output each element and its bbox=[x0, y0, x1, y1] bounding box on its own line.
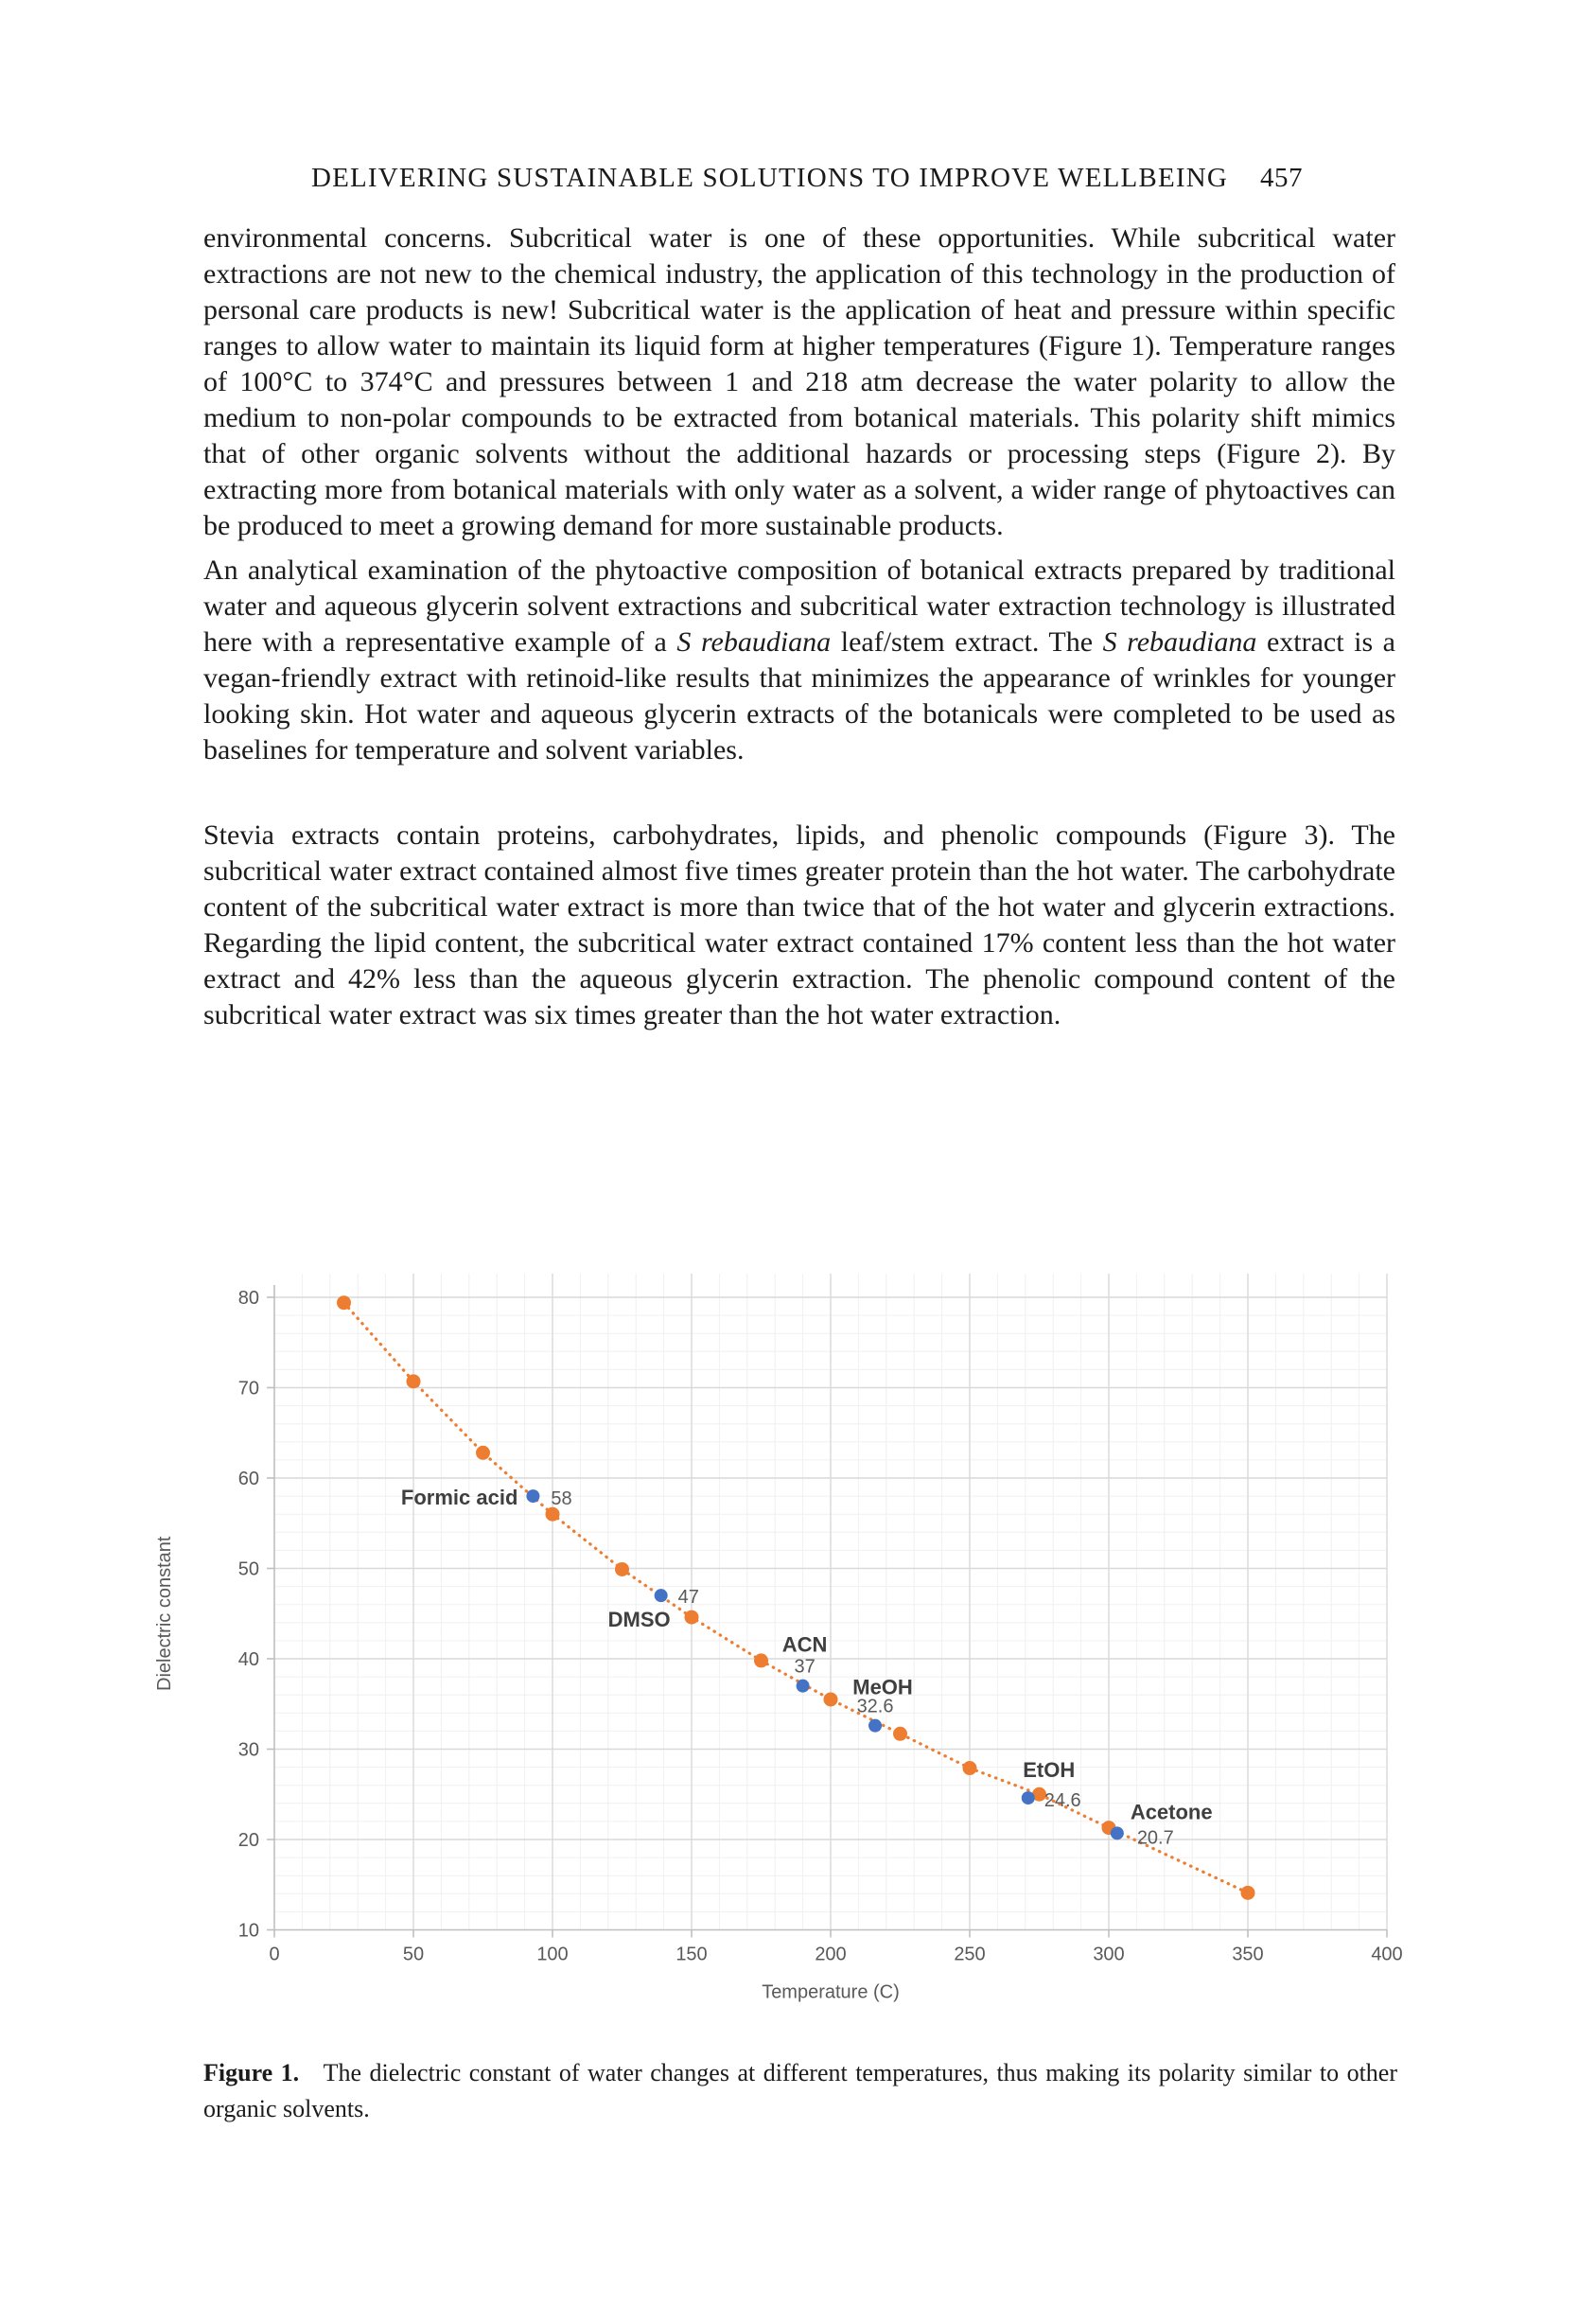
page-number: 457 bbox=[1260, 163, 1304, 193]
x-tick-label: 200 bbox=[815, 1944, 847, 1965]
x-tick-label: 400 bbox=[1371, 1944, 1403, 1965]
water-point bbox=[963, 1761, 977, 1775]
x-tick-label: 150 bbox=[675, 1944, 708, 1965]
paragraph: environmental concerns. Subcritical water is one of these opportunities. While subcritical water extractions are not new to the chemical industry, the application of this technology in the production of personal care products is new! Subcritical water is the application of heat and pressure within specific ranges to allow water to maintain its liquid form at higher temperatures (Figure 1). Temperature ranges of 100°C to 374°C and pressures between 1 and 218 atm decrease the water polarity to allow the medium to non-polar compounds to be extracted from botanical materials. This polarity shift mimics that of other organic solvents without the additional hazards or processing steps (Figure 2). By extracting more from botanical materials with only water as a solvent, a wider range of phytoactives can be produced to meet a growing demand for more sustainable products. bbox=[203, 222, 1395, 541]
water-point bbox=[615, 1562, 629, 1576]
water-point bbox=[337, 1295, 351, 1310]
caption-label: Figure 1. bbox=[203, 2059, 300, 2086]
paragraph: An analytical examination of the phytoactive composition of botanical extracts prepared by traditional water and aqueous glycerin solvent extractions and subcritical water extraction technology is illustrated here with a representative example of a S rebaudiana leaf/stem extract. The S rebaudiana extract is a vegan-friendly extract with retinoid-like results that minimizes the appearance of wrinkles for younger looking skin. Hot water and aqueous glycerin extracts of the botanicals were completed to be used as baselines for temperature and solvent variables. bbox=[203, 554, 1395, 766]
x-axis-title: Temperature (C) bbox=[762, 1981, 900, 2003]
y-tick-label: 80 bbox=[237, 1288, 259, 1309]
water-point bbox=[476, 1446, 490, 1460]
x-tick-label: 100 bbox=[536, 1944, 569, 1965]
water-point bbox=[893, 1727, 907, 1741]
figure-caption bbox=[203, 2055, 1397, 2127]
solvent-label: Formic acid bbox=[400, 1486, 518, 1510]
water-point bbox=[754, 1653, 768, 1667]
solvent-label: DMSO bbox=[607, 1608, 671, 1632]
solvent-value-label: 47 bbox=[677, 1587, 699, 1609]
paragraph: Stevia extracts contain proteins, carbohydrates, lipids, and phenolic compounds (Figure 3). The subcritical water extract contained almost five times greater protein than the hot water. The carbohydrate content of the subcritical water extract is more than twice that of the hot water and glycerin extractions. Regarding the lipid content, the subcritical water extract contained 17% content less than the hot water extract and 42% less than the aqueous glycerin extraction. The phenolic compound content of the subcritical water extract was six times greater than the hot water extraction. bbox=[203, 819, 1395, 1030]
solvent-value-label: 24.6 bbox=[1044, 1790, 1081, 1812]
y-tick-label: 50 bbox=[237, 1558, 259, 1580]
solvent-point-etoh bbox=[1022, 1791, 1035, 1804]
y-tick-label: 60 bbox=[237, 1469, 259, 1489]
solvent-label: MeOH bbox=[852, 1675, 913, 1699]
y-tick-label: 10 bbox=[237, 1920, 259, 1942]
solvent-label: ACN bbox=[781, 1632, 828, 1657]
y-tick-label: 30 bbox=[237, 1739, 259, 1761]
x-tick-label: 350 bbox=[1232, 1944, 1264, 1965]
body-text bbox=[203, 220, 1395, 1042]
water-point bbox=[685, 1611, 699, 1625]
water-point bbox=[824, 1692, 838, 1706]
y-tick-label: 40 bbox=[237, 1649, 259, 1670]
solvent-point-acetone bbox=[1111, 1826, 1124, 1840]
water-point bbox=[407, 1374, 421, 1388]
caption-text: The dielectric constant of water changes at different temperatures, thus making its polarity similar to other organic solvents. bbox=[203, 2059, 1397, 2122]
figure-1-chart bbox=[142, 1233, 1410, 2047]
y-axis-title: Dielectric constant bbox=[154, 1536, 175, 1691]
solvent-point-dmso bbox=[655, 1589, 668, 1602]
solvent-value-label: 58 bbox=[551, 1488, 572, 1510]
y-tick-label: 70 bbox=[237, 1378, 259, 1399]
dielectric-constant-chart bbox=[142, 1233, 1410, 2047]
running-head-title: DELIVERING SUSTAINABLE SOLUTIONS TO IMPROVE WELLBEING bbox=[310, 163, 1229, 193]
running-head bbox=[202, 163, 1412, 194]
x-tick-label: 300 bbox=[1093, 1944, 1125, 1965]
x-tick-label: 50 bbox=[402, 1944, 425, 1965]
solvent-value-label: 32.6 bbox=[856, 1696, 894, 1717]
y-tick-label: 20 bbox=[237, 1830, 259, 1851]
solvent-value-label: 20.7 bbox=[1136, 1827, 1174, 1849]
solvent-point-acn bbox=[797, 1680, 810, 1693]
solvent-value-label: 37 bbox=[794, 1656, 816, 1678]
x-tick-label: 250 bbox=[954, 1944, 986, 1965]
x-tick-label: 0 bbox=[269, 1944, 280, 1965]
water-dotted-line bbox=[344, 1303, 1249, 1893]
solvent-label: Acetone bbox=[1130, 1800, 1213, 1824]
solvent-point-formic-acid bbox=[526, 1489, 539, 1503]
solvent-label: EtOH bbox=[1023, 1758, 1076, 1783]
solvent-point-meoh bbox=[868, 1719, 882, 1733]
water-point bbox=[1241, 1886, 1255, 1900]
